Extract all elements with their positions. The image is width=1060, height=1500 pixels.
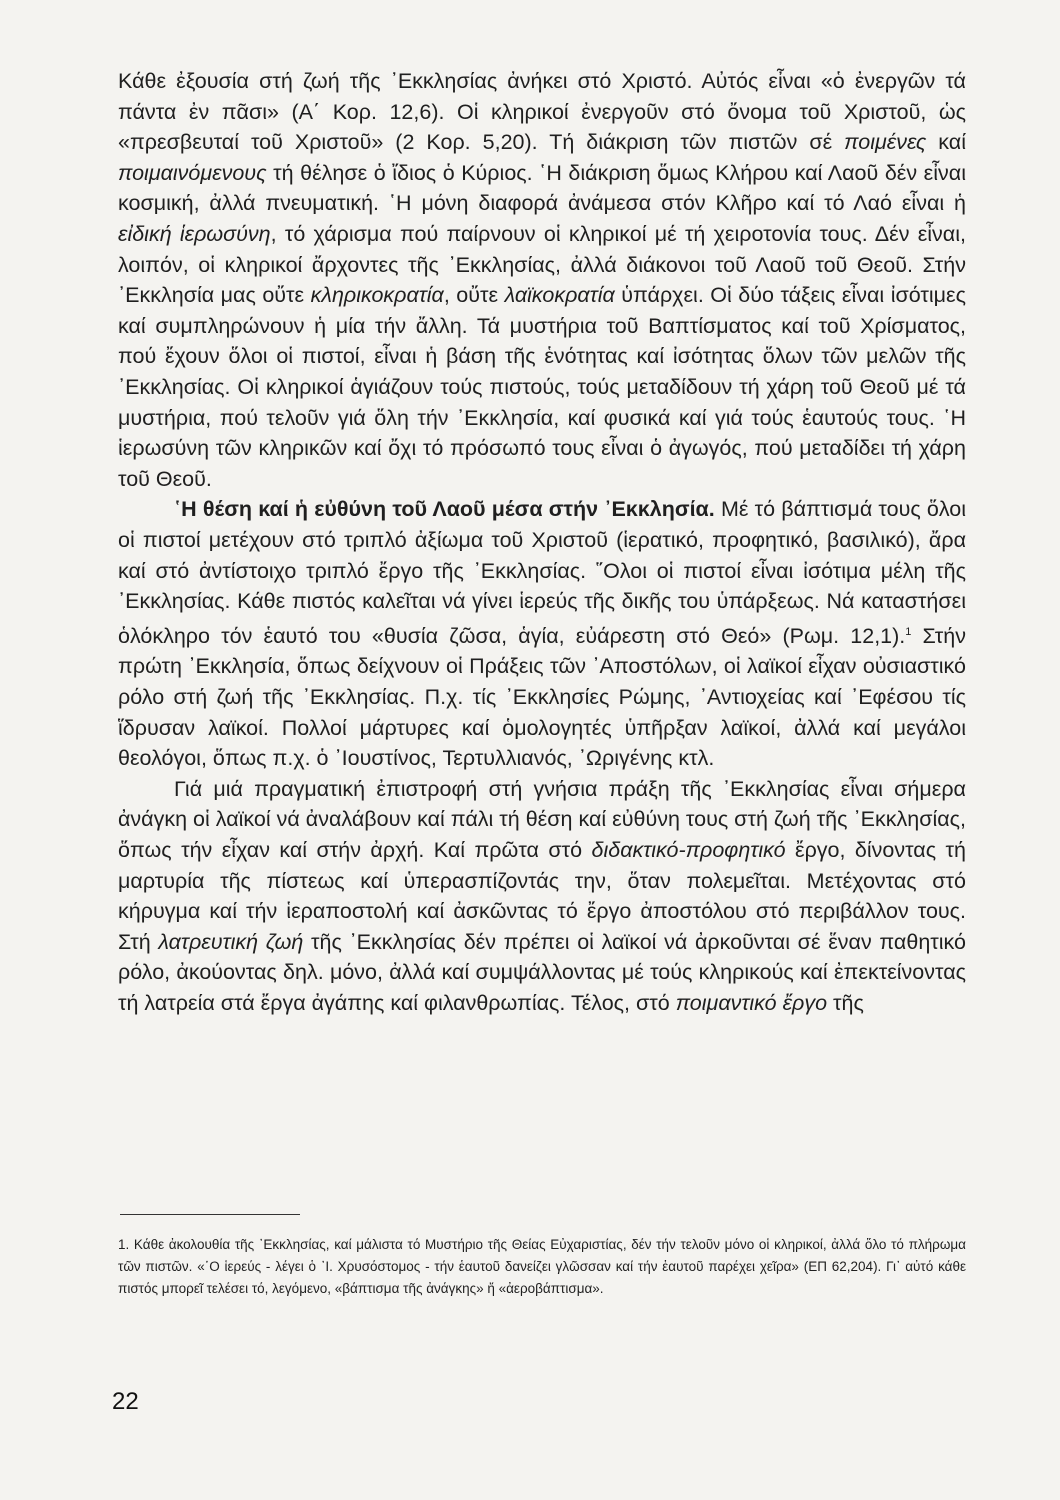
italic-term: λατρευτική ζωή — [158, 929, 304, 954]
page-number: 22 — [112, 1388, 139, 1415]
footnote-text: 1. Κάθε ἀκολουθία τῆς ᾿Εκκλησίας, καί μάλιστα τό Μυστήριο τῆς Θείας Εὐχαριστίας, δέν τήν τελοῦν μόνο οἱ κληρικοί, ἀλλά ὅλο τό πλήρωμα τῶν πιστῶν. «῾Ο ἱερεύς - λέγει ὁ ᾿Ι. Χρυσόστομος - τήν ἑαυτοῦ δανείζει γλῶσσαν καί τήν ἑαυτοῦ παρέχει χεῖρα» (ΕΠ 62,204). Γι᾿ αὐτό κάθε πιστός μπορεῖ τελέσει τό, λεγόμενο, «βάπτισμα τῆς ἀνάγκης» ἤ «ἀεροβάπτισμα». — [118, 1237, 966, 1296]
italic-term: ποιμαινόμενους — [118, 160, 267, 185]
text-run: Κάθε ἐξουσία στή ζωή τῆς ᾿Εκκλησίας ἀνήκει στό Χριστό. Αὐτός εἶναι «ὁ ἐνεργῶν τά πάντα ἐν πᾶσι» (Α΄ Κορ. 12,6). Οἱ κληρικοί ἐνεργοῦν στό ὄνομα τοῦ Χριστοῦ, ὡς «πρεσβευταί τοῦ Χριστοῦ» (2 Κορ. 5,20). Τή διάκριση τῶν πιστῶν σέ — [118, 69, 966, 155]
italic-term: ποιμένες — [844, 130, 927, 155]
text-run: Γιά μιά πραγματική ἐπιστροφή στή γνήσια πράξη τῆς ᾿Εκκλησίας εἶναι σήμερα ἀνάγκη οἱ λαϊκοί νά ἀναλάβουν καί πάλι τή θέση καί εὐθύνη τους στή ζωή τῆς ᾿Εκκλησίας, ὅπως τήν εἶχαν καί στήν ἀρχή. Καί πρῶτα στό — [118, 776, 966, 862]
paragraph-3 — [118, 774, 966, 1019]
main-text — [118, 66, 966, 1019]
italic-term: διδακτικό-προφητικό — [591, 838, 786, 862]
footnote-marker: 1 — [905, 625, 912, 638]
paragraph-2 — [118, 494, 966, 774]
italic-term: ποιμαντικό ἔργο — [675, 990, 828, 1015]
italic-term: κληρικοκρατία — [310, 283, 444, 308]
section-heading: ῾Η θέση καί ἡ εὐθύνη τοῦ Λαοῦ μέσα στήν ᾿Εκκλησία. — [174, 497, 715, 522]
footnote — [118, 1234, 966, 1300]
text-run: Στήν πρώτη ᾿Εκκλησία, ὅπως δείχνουν οἱ Πράξεις τῶν ᾿Αποστόλων, οἱ λαϊκοί εἶχαν οὐσιαστικό ρόλο στή ζωή τῆς ᾿Εκκλησίας. Π.χ. τίς ᾿Εκκλησίες Ρώμης, ᾿Αντιοχείας καί ᾿Εφέσου τίς ἵδρυσαν λαϊκοί. Πολλοί μάρτυρες καί ὁμολογητές ὑπῆρξαν λαϊκοί, ἀλλά καί μεγάλοι θεολόγοι, ὅπως π.χ. ὁ ᾿Ιουστίνος, Τερτυλλιανός, ᾿Ωριγένης κτλ. — [118, 623, 967, 771]
text-run: τῆς — [827, 990, 864, 1015]
text-run: ὑπάρχει. Οἱ δύο τάξεις εἶναι ἰσότιμες καί συμπληρώνουν ἡ μία τήν ἄλλη. Τά μυστήρια τοῦ Βαπτίσματος καί τοῦ Χρίσματος, πού ἔχουν ὅλοι οἱ πιστοί, εἶναι ἡ βάση τῆς ἑνότητας καί ἰσότητας ὅλων τῶν μελῶν τῆς ᾿Εκκλησίας. Οἱ κληρικοί ἁγιάζουν τούς πιστούς, τούς μεταδίδουν τή χάρη τοῦ Θεοῦ μέ τά μυστήρια, πού τελοῦν γιά ὅλη τήν ᾿Εκκλησία, καί φυσικά καί γιά τούς ἑαυτούς τους. ῾Η ἱερωσύνη τῶν κληρικῶν καί ὄχι τό πρόσωπό τους εἶναι ὁ ἀγωγός, πού μεταδίδει τή χάρη τοῦ Θεοῦ. — [118, 283, 966, 491]
text-run: , τό χάρισμα πού παίρνουν οἱ κληρικοί μέ τή χειροτονία τους. Δέν εἶναι, λοιπόν, οἱ κληρικοί ἄρχοντες τῆς ᾿Εκκλησίας, ἀλλά διάκονοι τοῦ Λαοῦ τοῦ Θεοῦ. Στήν ᾿Εκκλησία μας οὔτε — [118, 221, 966, 308]
text-run: τή θέλησε ὁ ἴδιος ὁ Κύριος. ῾Η διάκριση ὅμως Κλήρου καί Λαοῦ δέν εἶναι κοσμική, ἀλλά πνευματική. ῾Η μόνη διαφορά ἀνάμεσα στόν Κλῆρο καί τό Λαό εἶναι ἡ — [118, 160, 966, 216]
paragraph-1 — [118, 66, 966, 494]
text-run: καί — [926, 130, 966, 155]
italic-term: λαϊκοκρατία — [504, 283, 615, 308]
text-run: τῆς ᾿Εκκλησίας δέν πρέπει οἱ λαϊκοί νά ἀρκοῦνται σέ ἕναν παθητικό ρόλο, ἀκούοντας δηλ. μόνο, ἀλλά καί συμψάλλοντας μέ τούς κληρικούς καί ἐπεκτείνοντας τή λατρεία στά ἔργα ἀγάπης καί φιλανθρωπίας. Τέλος, στό — [118, 929, 966, 1015]
text-run: , οὔτε — [443, 283, 505, 308]
text-run: ἔργο, δίνοντας τή μαρτυρία τῆς πίστεως καί ὑπερασπίζοντάς την, ὅταν πολεμεῖται. Μετέχοντας στό κήρυγμα καί τήν ἱεραποστολή καί ἀσκῶντας τό ἔργο ἀποστόλου στό περιβάλλον τους. Στή — [118, 838, 966, 954]
italic-term: εἰδική ἱερωσύνη — [118, 221, 271, 246]
text-run: Μέ τό βάπτισμά τους ὅλοι οἱ πιστοί μετέχουν στό τριπλό ἀξίωμα τοῦ Χριστοῦ (ἱερατικό, προφητικό, βασιλικό), ἄρα καί στό ἀντίστοιχο τριπλό ἔργο τῆς ᾿Εκκλησίας. ῞Ολοι οἱ πιστοί εἶναι ἰσότιμα μέλη τῆς ᾿Εκκλησίας. Κάθε πιστός καλεῖται νά γίνει ἱερεύς τῆς δικῆς του ὑπάρξεως. Νά καταστήσει ὁλόκληρο τόν ἑαυτό του «θυσία ζῶσα, ἁγία, εὐάρεστη στό Θεό» (Ρωμ. 12,1). — [118, 497, 967, 648]
footnote-divider — [120, 1214, 300, 1215]
